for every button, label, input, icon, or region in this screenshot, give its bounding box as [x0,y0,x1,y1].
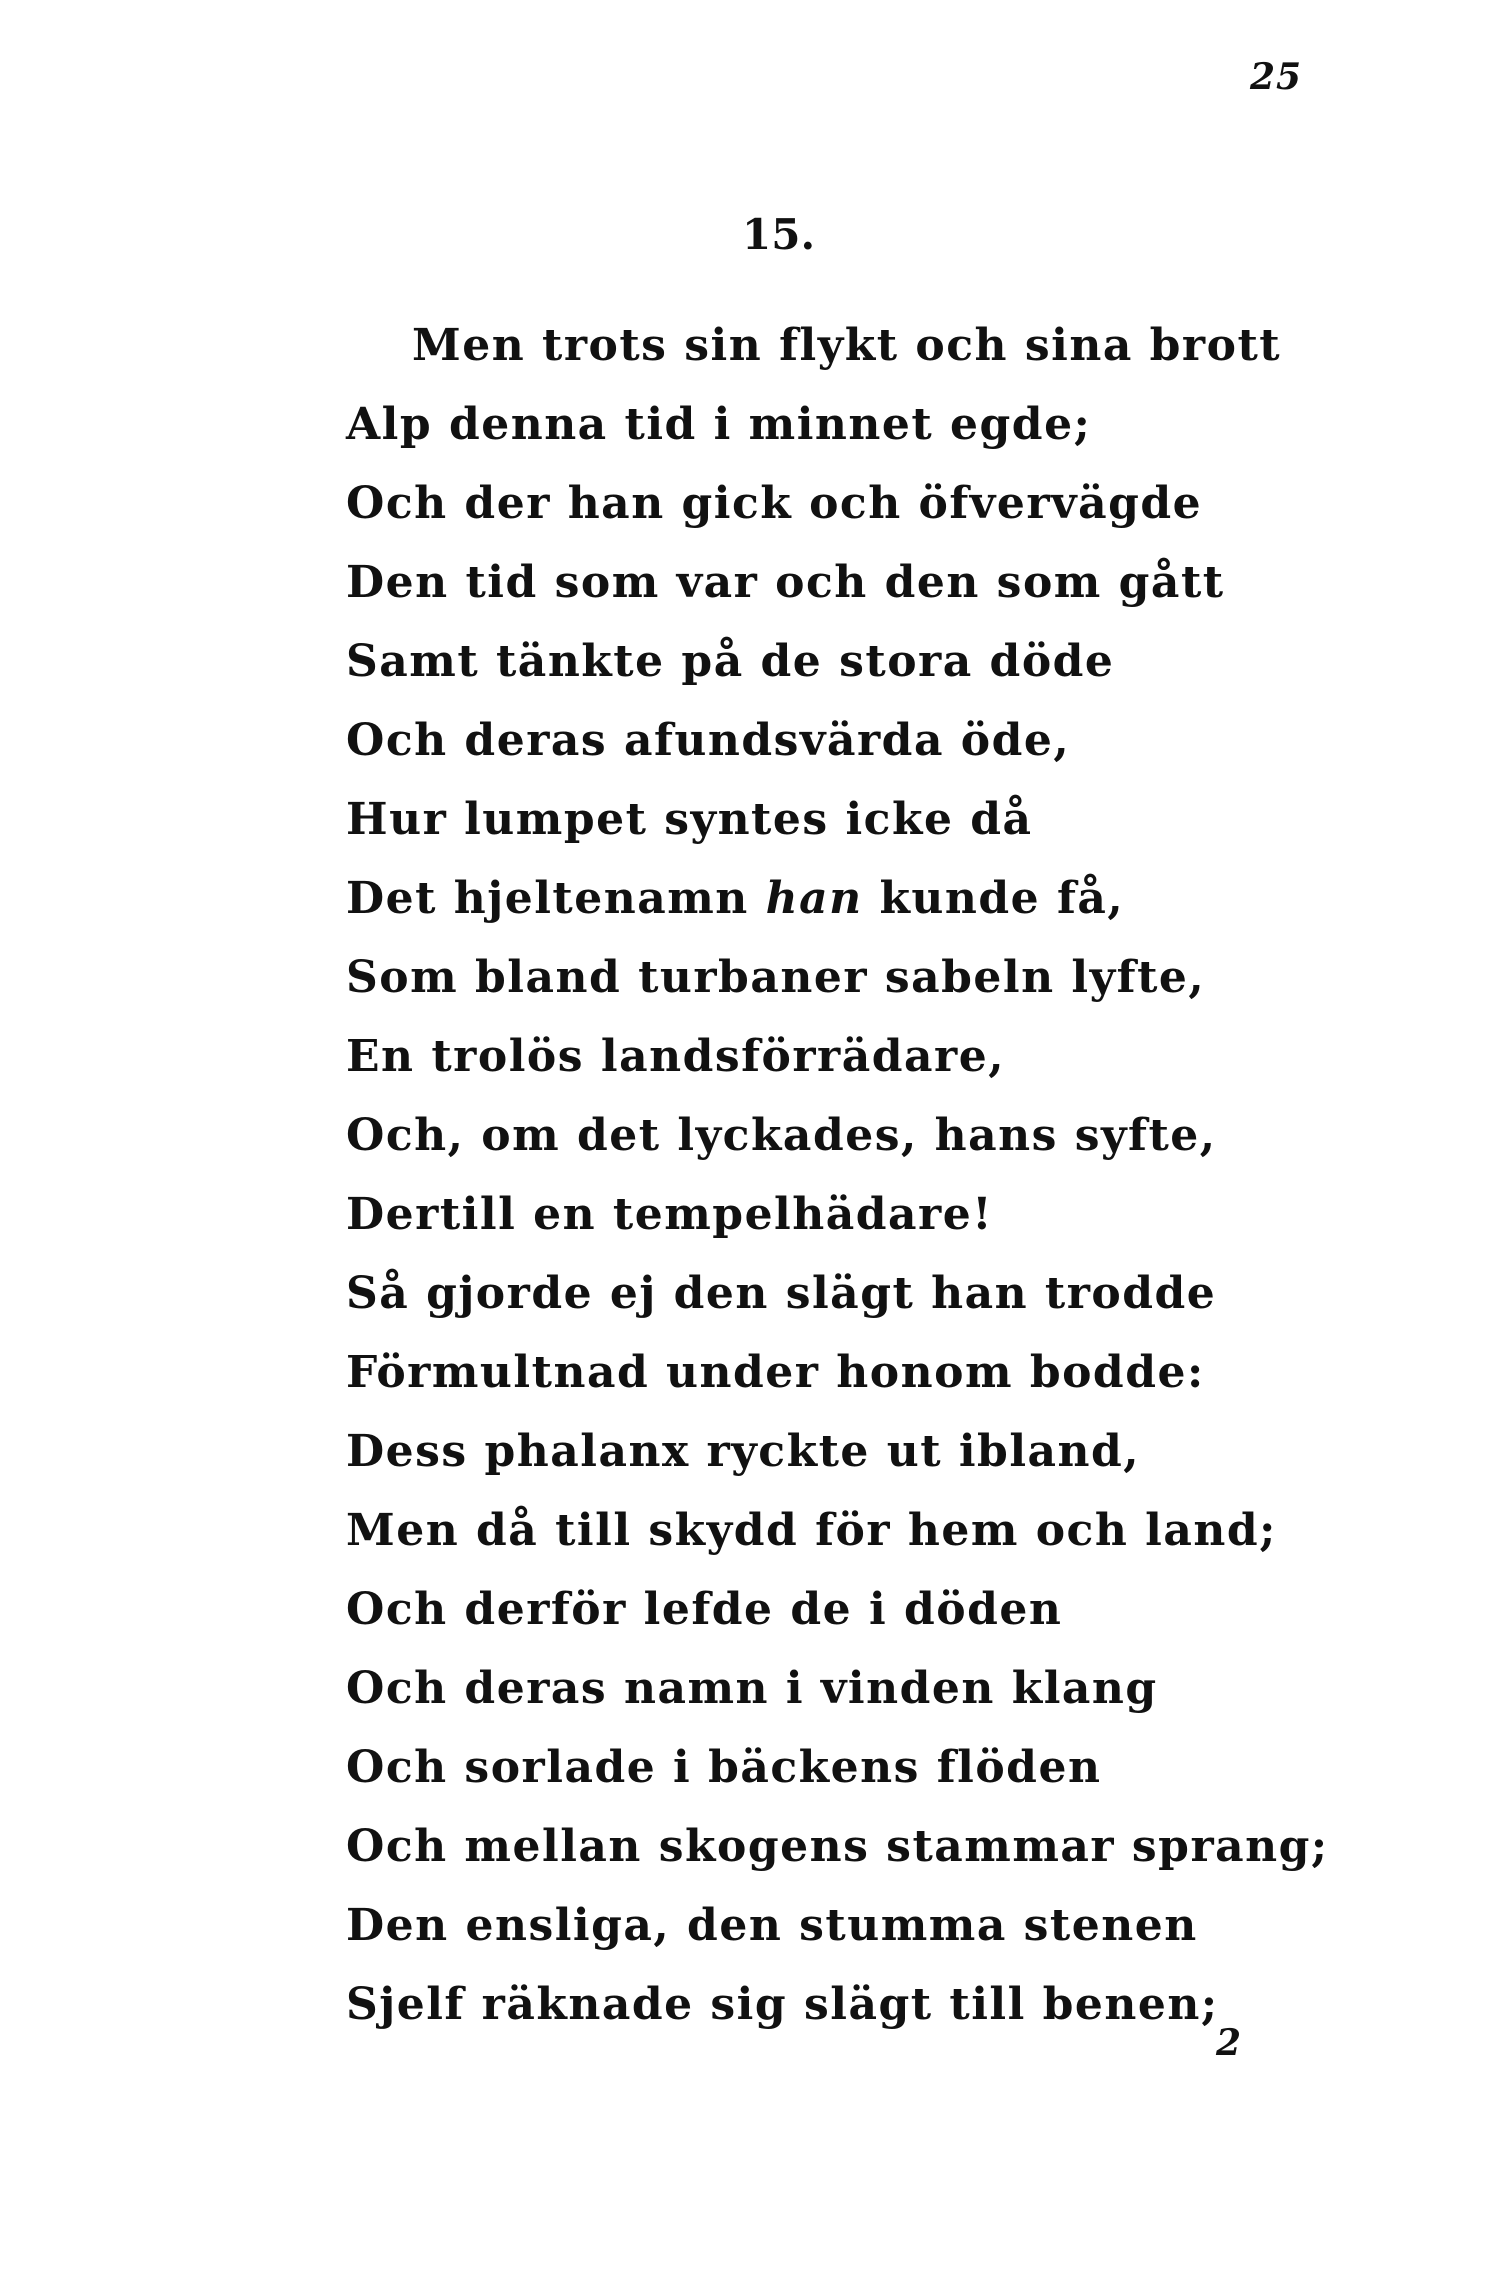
verse-line: Så gjorde ej den slägt han trodde [346,1268,1217,1319]
verse-line: Men trots sin flykt och sina brott [412,320,1282,371]
verse-line: Förmultnad under honom bodde: [346,1347,1205,1398]
poem-body [346,306,1346,2044]
verse-line: Den ensliga, den stumma stenen [346,1900,1198,1951]
verse-line [346,859,1346,938]
signature-mark: 2 [1216,2022,1242,2064]
verse-line: Dess phalanx ryckte ut ibland, [346,1426,1141,1477]
verse-line: Sjelf räknade sig slägt till benen; [346,1979,1219,2030]
verse-line: Och sorlade i bäckens flöden [346,1742,1102,1793]
page-number: 25 [1250,56,1303,98]
verse-line-suffix: kunde få, [879,873,1125,924]
verse-line: Hur lumpet syntes icke då [346,794,1033,845]
verse-line: Och derför lefde de i döden [346,1584,1063,1635]
verse-line: Samt tänkte på de stora döde [346,636,1115,687]
verse-line: Och der han gick och öfvervägde [346,478,1203,529]
stanza-number: 15. [742,210,816,259]
verse-line: Alp denna tid i minnet egde; [346,399,1092,450]
verse-line: Dertill en tempelhädare! [346,1189,994,1240]
emphasized-word: han [765,873,863,924]
verse-line: Och deras afundsvärda öde, [346,715,1071,766]
verse-line: Och mellan skogens stammar sprang; [346,1821,1329,1872]
verse-line: Men då till skydd för hem och land; [346,1505,1277,1556]
verse-line: Som bland turbaner sabeln lyfte, [346,952,1206,1003]
verse-line: Den tid som var och den som gått [346,557,1225,608]
verse-line-prefix: Det hjeltenamn [346,873,749,924]
verse-line: Och deras namn i vinden klang [346,1663,1158,1714]
verse-line: Och, om det lyckades, hans syfte, [346,1110,1217,1161]
verse-line: En trolös landsförrädare, [346,1031,1006,1082]
